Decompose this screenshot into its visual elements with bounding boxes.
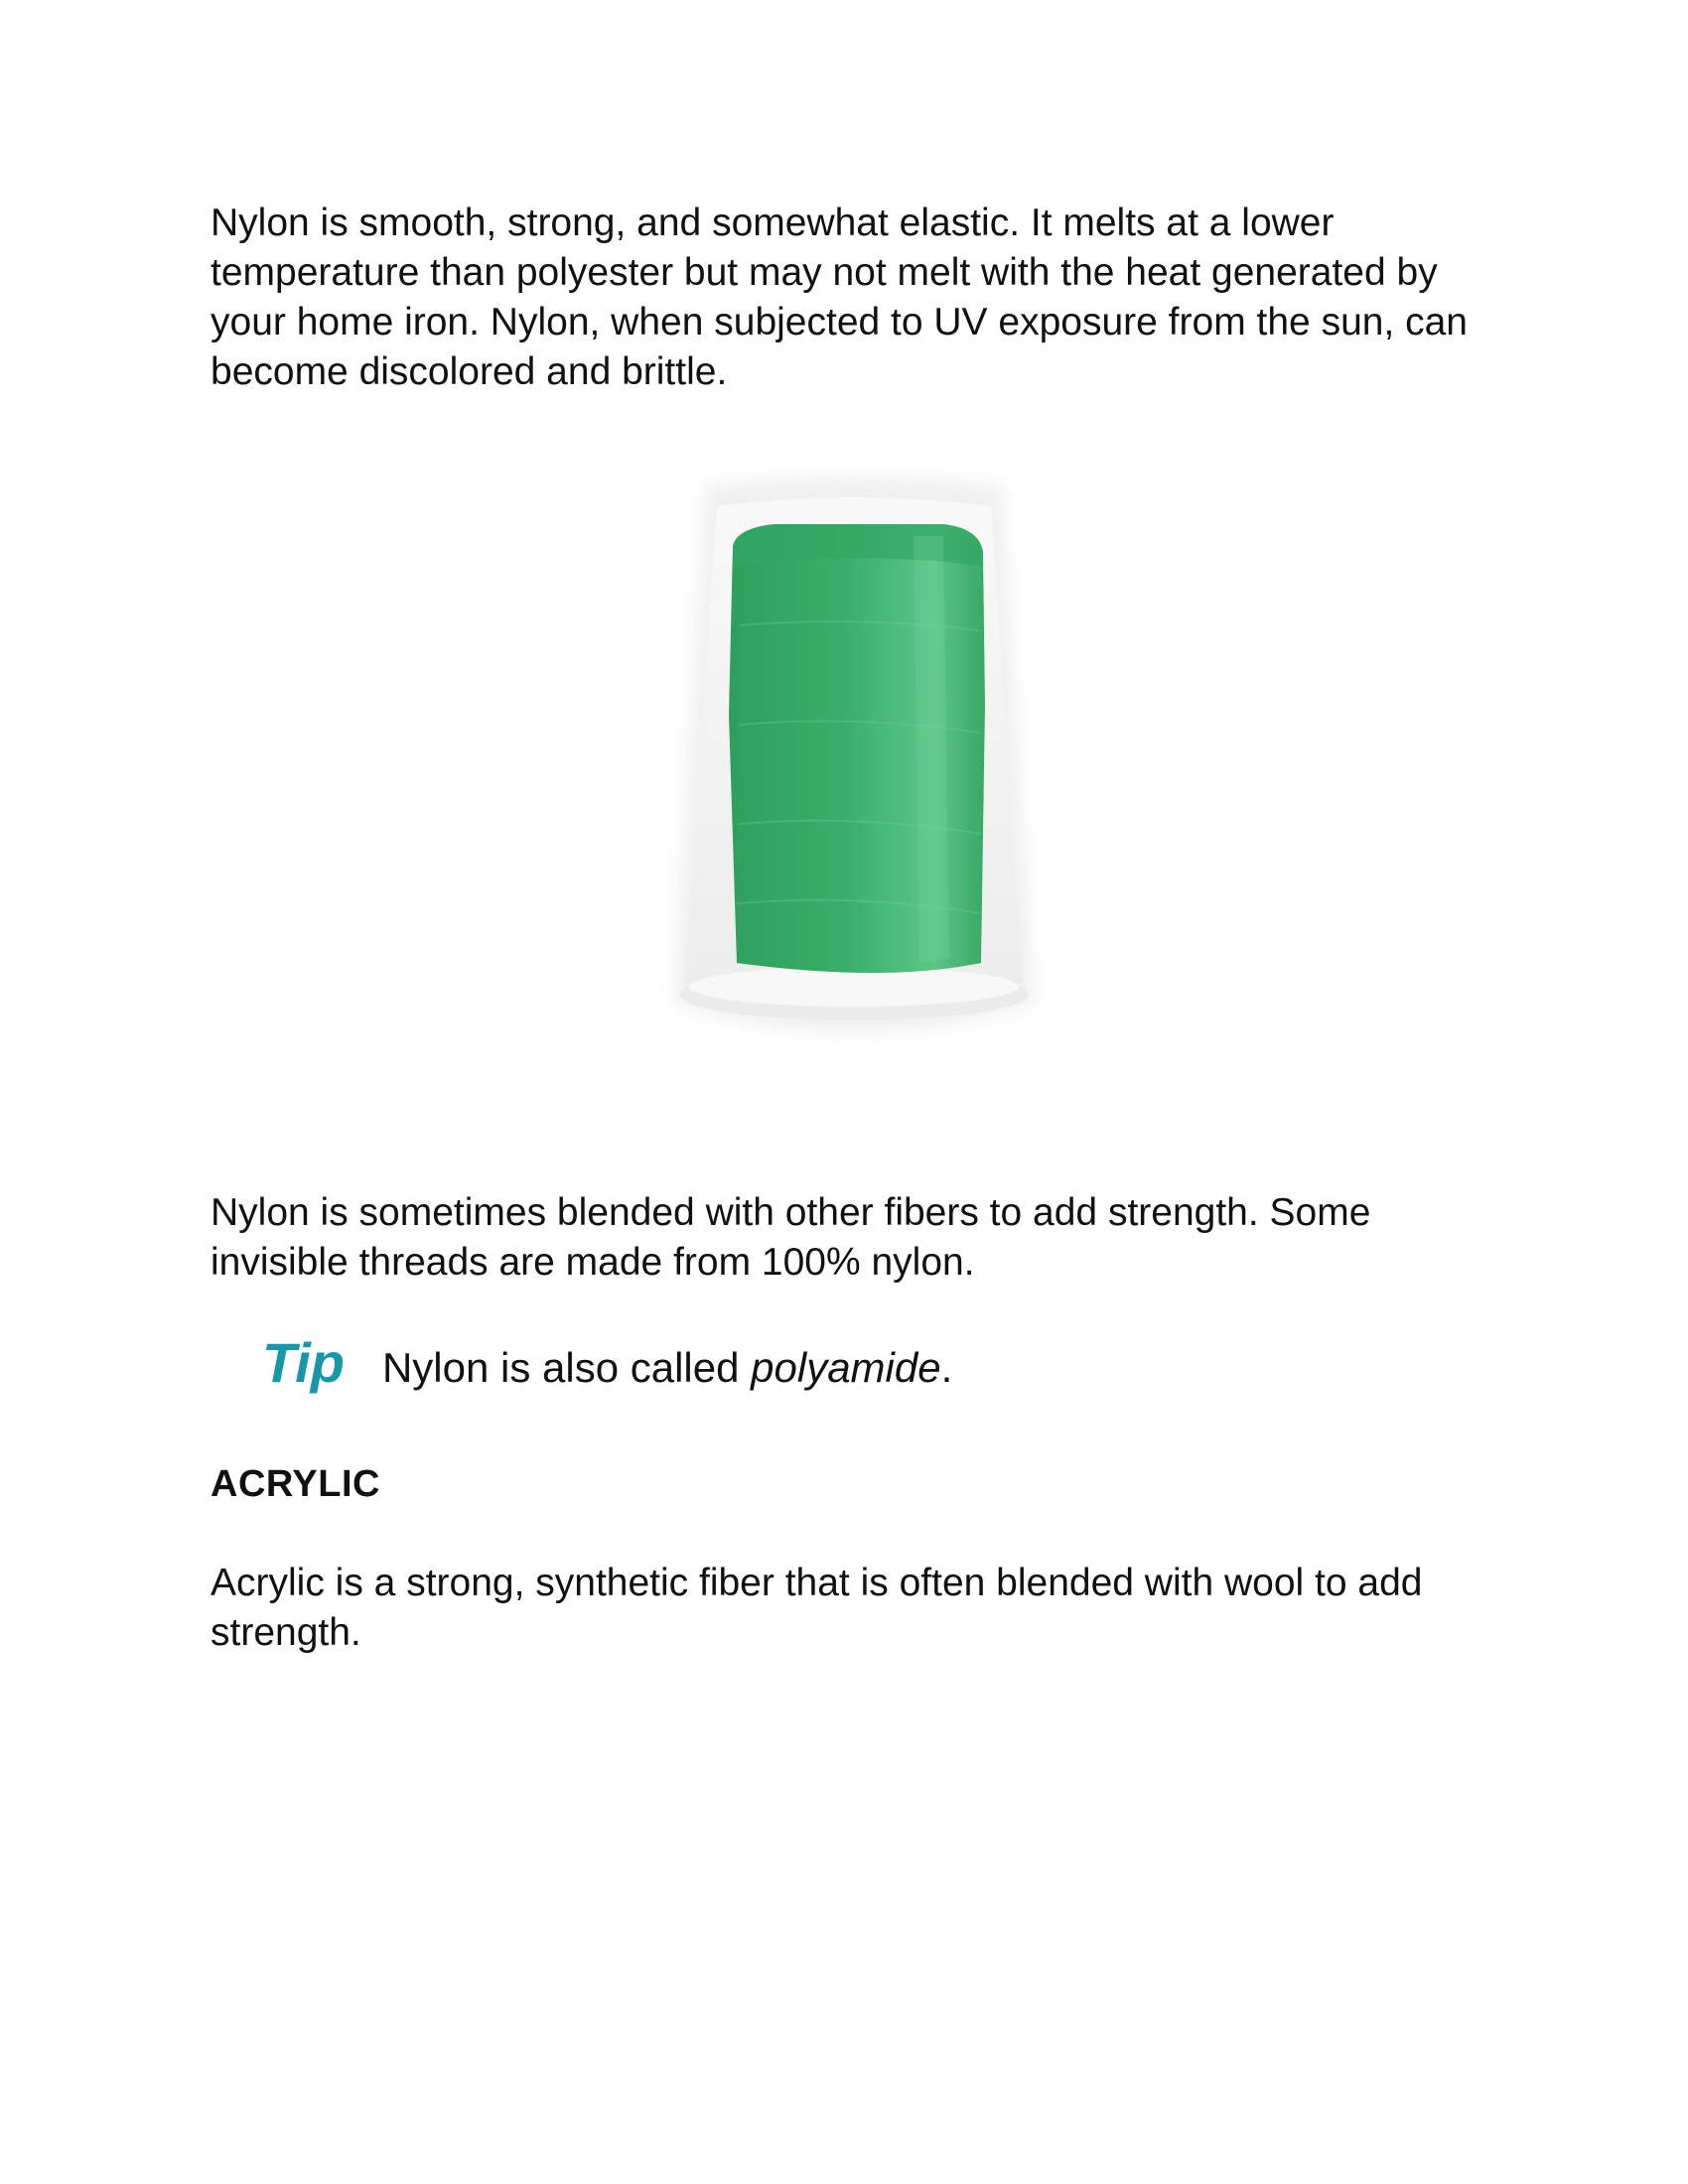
nylon-description-paragraph: Nylon is smooth, strong, and somewhat elastic. It melts at a lower temperature than polyester but may not melt with the heat generated by your home iron. Nylon, when subjected to UV exposure from the sun, can become discolored and brittle.	[211, 202, 1468, 393]
tip-callout	[262, 1330, 952, 1410]
tip-text	[382, 1344, 952, 1392]
tip-text-before: Nylon is also called	[381, 1344, 752, 1391]
section-heading-acrylic: ACRYLIC	[211, 1463, 380, 1505]
thread-cone-icon	[645, 467, 1062, 1112]
tip-emphasis: polyamide	[751, 1344, 941, 1391]
tip-text-after: .	[940, 1344, 953, 1391]
nylon-blend-paragraph: Nylon is sometimes blended with other fibers to add strength. Some invisible threads are made from 100% nylon.	[211, 1191, 1371, 1284]
tip-label: Tip	[262, 1331, 345, 1394]
acrylic-description-paragraph: Acrylic is a strong, synthetic fiber that is often blended with wool to add strength.	[211, 1562, 1423, 1654]
thread-spool-image	[645, 467, 1062, 1112]
